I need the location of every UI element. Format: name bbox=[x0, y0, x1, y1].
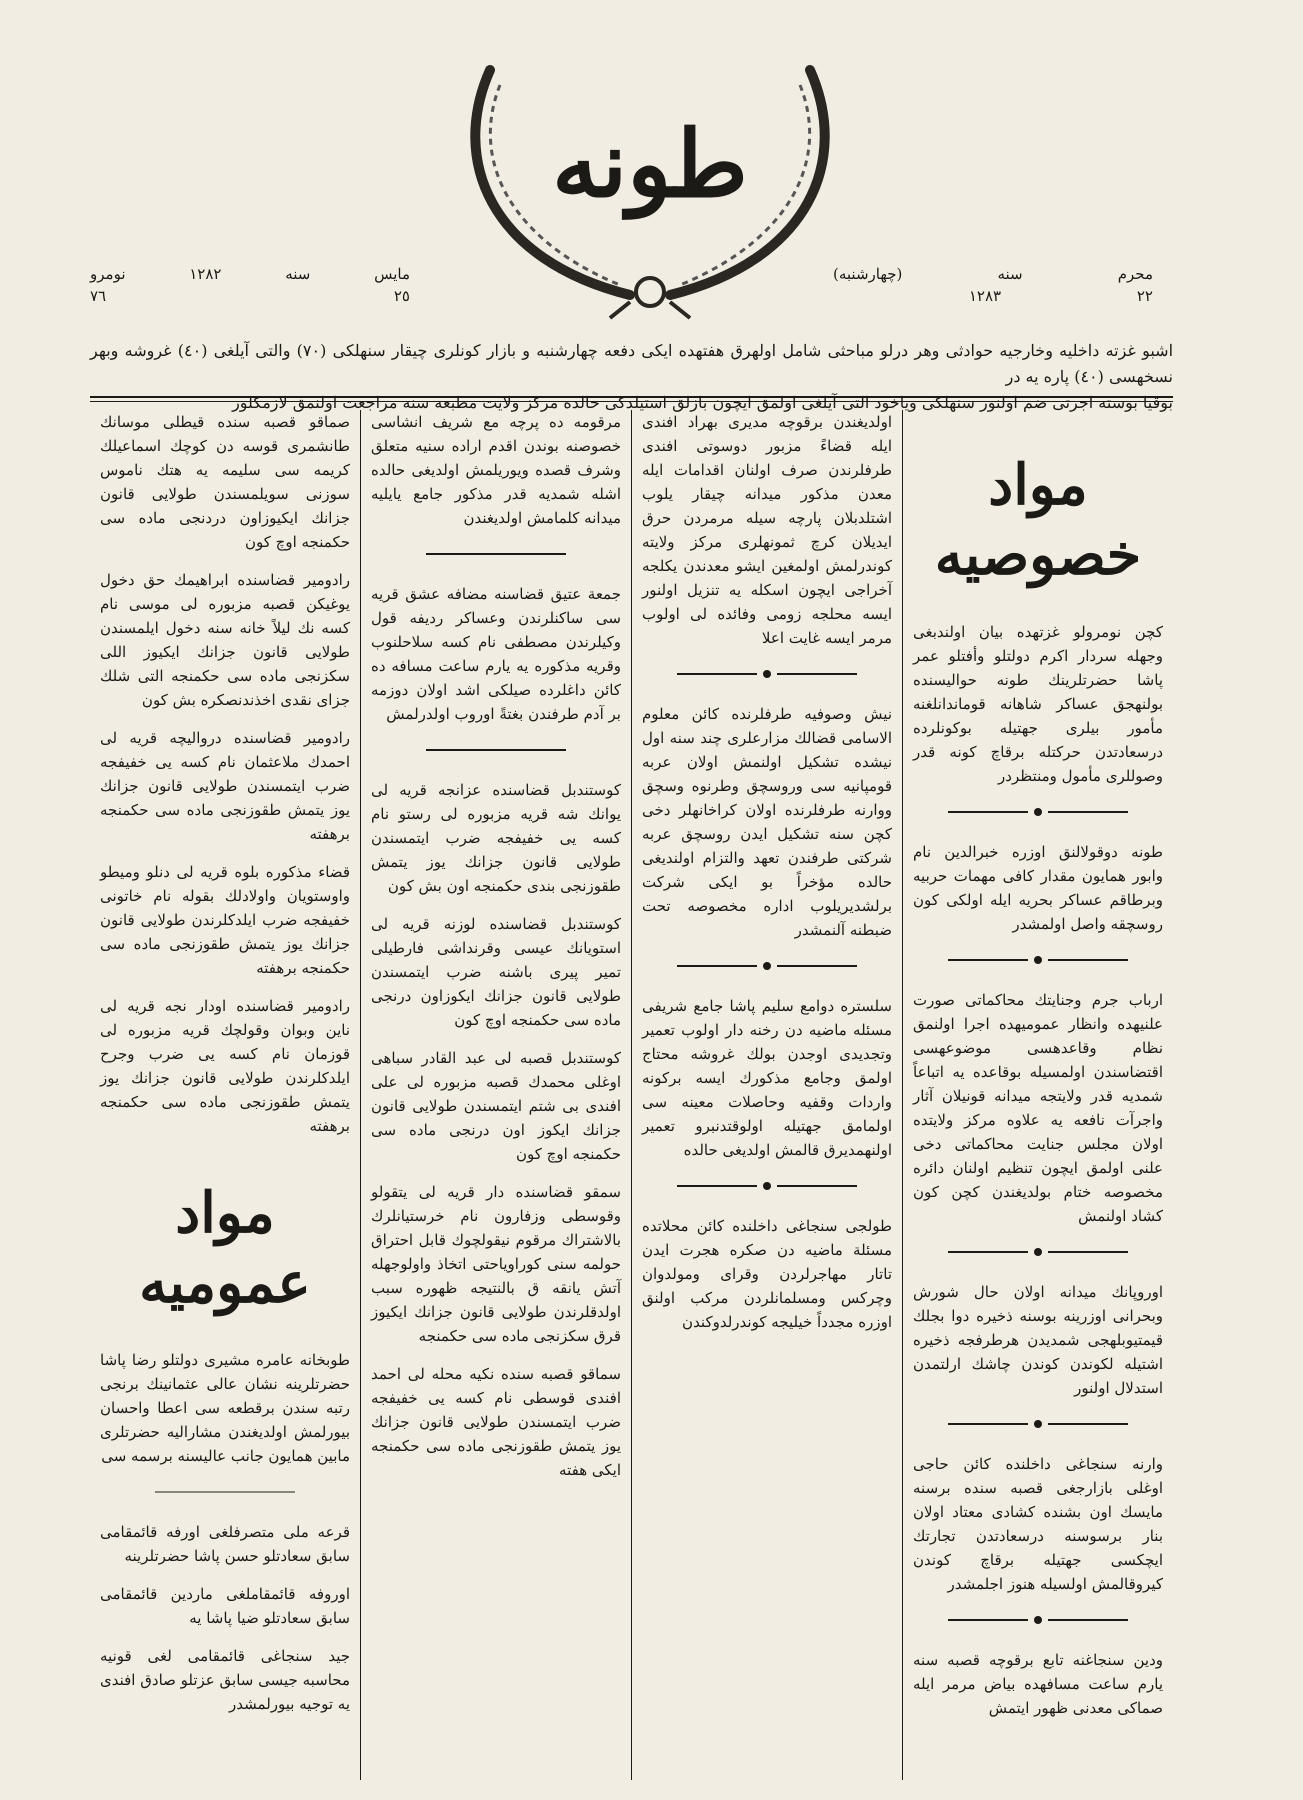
article-paragraph: نيش وصوفيه طرفلرنده كائن معلوم الاسامى قضالك مزارعلرى چند سنه اول نيشده تشكيل اولنمش اولان عربه قومپانيه سى وروسچق وطرنوه وسچق ووارنه طرفلرنده اولان كراخانهلر دخى كچن سنه تشكيل ايدن روسچق عربه شركتى طرفندن تعهد والتزام اولنديغى حالده مؤخراً بو ايكى شركت برلشديريلوب اداره مخصوصه تحت ضبطنه آلنمشدر bbox=[642, 705, 892, 939]
issue-year: ١٢٨٣ bbox=[968, 287, 1002, 305]
masthead bbox=[430, 40, 870, 320]
article-columns bbox=[90, 410, 1173, 1780]
article-paragraph: كوستندبل قصبه لى عبد القادر سباهى اوغلى محمدك قصبه مزبوره لى على افندى بى شتم ايتمسندن طولايى قانون جزانك ايكوز اون درنجى ماده سى حكمنجه اوچ كون bbox=[371, 1049, 621, 1163]
article-paragraph: جمعة عتيق قضاسنه مضافه عشق قريه سى ساكنلرندن وعساكر رديفه قول وكيلرندن مصطفى نام كسه سلاحلنوب وقريه مذكوره يه يارم ساعت مسافه ده كائن داغلرده صيلكى اشد اولان دوزمه بر آدم طرفندن بغتةً اوروب اولدرلمش bbox=[371, 585, 621, 723]
article-paragraph: مرقومه ده پرچه مع شريف انشاسى خصوصنه بوندن اقدم اراده سنيه متعلق وشرف قصده ويوريلمش اولديغى حالده اشله شمديه قدر مذكور جامع يايليه ميدانه كلمامش اولديغندن bbox=[371, 413, 621, 527]
column-1 bbox=[902, 410, 1173, 1780]
article-paragraph: وارنه سنجاغى داخلنده كائن حاجى اوغلى بازارجغى قصبه سنده برسنه مايسك اون بشنده كشادى معتاد اولان بنار برسوسنه درسعادتدن تجارتك ايچكسى جهتيله برقاچ كوندن كيروقالمش اولسيله هنوز اجلمشدر bbox=[913, 1455, 1163, 1593]
article-paragraph: اولديغندن برقوچه مديرى بهراد افندى ايله قضاءً مزبور دوسوتى افندى طرفلرندن صرف اولنان اقدامات ايله معدن مذكور ميدانه چيقار يلوب اشتلدبلان پارچه سيله مرمردن حرق ايديلان كرچ ثمونهلرى مركز ولايته كوندرلمش اولمغين ايشو معدندن يكلجه آخراجى ايچون اسكله يه تنزيل اولنور ايسه محلجه زومى وفائده لى اولوب مرمر ايسه غايت اعلا bbox=[642, 413, 892, 647]
section-title-khususiye: مواد خصوصيه bbox=[934, 452, 1142, 588]
article-paragraph: قرعه ملى متصرفلغى اورفه قائمقامى سابق سعادتلو حسن پاشا حضرتلرينه bbox=[100, 1523, 350, 1565]
article-paragraph: قضاء مذكوره بلوه قريه لى دنلو وميطو واوستويان واولادلك بقوله نام خاتونى خفيفجه ضرب ايلدكلرندن طولايى قانون جزانك يوز يتمش طقوزنجى ماده سى حكمنجه برهفته bbox=[100, 863, 350, 977]
article-paragraph: صماقو قصبه سنده قيطلى موسانك طانشمرى قوسه دن كوچك اسماعيلك كريمه سى سليمه يه هتك ناموس سوزنى سويلمسندن طولايى قانون جزانك ايكيوزاون دردنجى ماده سى حكمنجه اوچ كون bbox=[100, 413, 350, 551]
article-paragraph: كوستندبل قضاسنده عزانجه قريه لى يوانك شه قريه مزبوره لى رستو نام كسه يى خفيفجه ضرب ايتمسندن طولايى قانون جزانك يوز يتمش طقوزنجى بندى حكمنجه اون بش كون bbox=[371, 781, 621, 895]
article-paragraph: كچن نومرولو غزتهده بيان اولندبغى وجهله سردار اكرم دولتلو وأفتلو عمر پاشا حضرتلرينك طونه حواليسنده بولنهجق عساكر شاهانه قوماندانلغنه مأمور بيلرى جهتيله بوكونلرده درسعادتدن حركتله برقاچ كونه قدر وصوللرى مأمول ومنتظردر bbox=[913, 623, 1163, 785]
article-paragraph: سلستره دوامع سليم پاشا جامع شريفى مسئله ماضيه دن رخنه دار اولوب تعمير وتجديدى اوجدن بولك غروشه محتاج اولمق وجامع مذكورك ايسه بركونه واردات وقفيه وحاصلات معينه سى اولمامق جهتيله اولوقتدنبرو تعمير اولنهمديرق قالمش اولديغى حالده bbox=[642, 997, 892, 1159]
issue-number: ٧٦ bbox=[90, 287, 107, 305]
divider-ornament bbox=[913, 1414, 1163, 1438]
divider-ornament bbox=[913, 950, 1163, 974]
issue-month: محرم bbox=[1117, 265, 1153, 283]
top-rule-thin bbox=[90, 401, 1173, 402]
issue-year-label: سنه bbox=[997, 265, 1023, 283]
top-rule bbox=[90, 396, 1173, 398]
divider-ornament bbox=[913, 802, 1163, 826]
divider-ornament bbox=[913, 1610, 1163, 1634]
divider-line bbox=[100, 1482, 350, 1506]
article-paragraph: طونه دوقولالنق اوزره خبرالدين نام وابور همايون مقدار كافى مهمات حربيه وبرطاقم عساكر بحريه ايله اولكى كون روسچقه واصل اولمشدر bbox=[913, 843, 1163, 933]
divider-ornament bbox=[642, 956, 892, 980]
issue-number-label: نومرو bbox=[90, 265, 126, 283]
article-paragraph: كوستندبل قضاسنده لوزنه قريه لى استويانك عيسى وقرنداشى فارطيلى تمير پيرى باشنه ضرب ايتمسندن طولايى قانون جزانك ايكوزاون درنجى ماده سى حكمنجه اوچ كون bbox=[371, 915, 621, 1029]
subscription-notice bbox=[90, 338, 1173, 416]
issue-date-left bbox=[90, 265, 410, 309]
article-paragraph: اوروفه قائمقاملغى ماردين قائمقامى سابق سعادتلو ضيا پاشا يه bbox=[100, 1585, 350, 1627]
issue-month-left: مايس bbox=[374, 265, 410, 283]
article-paragraph: اوروپانك ميدانه اولان حال شورش وبحرانى اوزرينه بوسنه ذخيره دوا بجلك قيمتيوبلهجى شمديدن هرطرفجه ذخيره اشتيله لكوندن كوندن چاشك ارلتمدن استدلال اولنور bbox=[913, 1283, 1163, 1397]
article-paragraph: رادومير قضاسنده درواليچه قريه لى احمدك ملاعثمان نام كسه يى خفيفجه ضرب ايتمسندن طولايى قانون جزانك يوز يتمش طقوزنجى ماده سى حكمنجه برهفته bbox=[100, 729, 350, 843]
article-paragraph: جيد سنجاغى قائمقامى لغى قونيه محاسبه جيسى سابق عزتلو صادق افندى يه توجيه بيورلمشدر bbox=[100, 1647, 350, 1713]
article-paragraph: رادومير قضاسنده اودار نجه قريه لى ناين وبوان وقولچك قريه مزبوره لى قوزمان نام كسه يى ضرب وجرح ايلدكلرندن طولايى قانون جزانك يوز يتمش طقوزنجى ماده سى حكمنجه برهفته bbox=[100, 997, 350, 1135]
issue-weekday: (چهارشنبه) bbox=[833, 265, 903, 283]
article-paragraph: طولجى سنجاغى داخلنده كائن محلاتده مسئلة ماضيه دن صكره هجرت ايدن تاتار مهاجرلردن وقراى ومولدوان وچركس ومسلمانلردن مركب اولنق اوزره مجدداً خيليجه كوندرلدوكندن bbox=[642, 1217, 892, 1331]
divider-line bbox=[371, 544, 621, 568]
notice-line-1: اشبو غزته داخليه وخارجيه حوادثى وهر درلو مباحثى شامل اولهرق هفتهده ايكى دفعه چهارشنبه و بازار كونلرى چيقار سنهلكى (٧٠) والتى آيلغى (٤٠) غروشه وبهر نسخهسى (٤٠) پاره يه در bbox=[90, 341, 1174, 386]
column-2 bbox=[631, 410, 902, 1780]
divider-ornament bbox=[642, 664, 892, 688]
article-paragraph: طوبخانه عامره مشيرى دولتلو رضا پاشا حضرتلرينه نشان عالى عثمانينك برنجى رتبه سندن برقطعه سى اعطا واحسان بيورلمش اولديغندن مشاراليه حضرتلرى مابين همايون جانب عاليسنه برسمه سى bbox=[100, 1351, 350, 1465]
divider-ornament bbox=[642, 1176, 892, 1200]
article-paragraph: ودين سنجاغنه تابع برقوچه قصبه سنه يارم ساعت مسافهده بياض مرمر ايله صماكى معدنى ظهور ايتمش bbox=[913, 1651, 1163, 1717]
issue-date-right bbox=[833, 265, 1153, 309]
divider-ornament bbox=[913, 1242, 1163, 1266]
section-title-umumiye: مواد عموميه bbox=[139, 1180, 311, 1316]
article-paragraph: ارباب جرم وجنايتك محاكماتى صورت علنيهده وانظار عموميهده اجرا اولنمق نظام وقاعدهسى موضوعهسى اقتضاسندن اولمسيله بوقاعده يه اتباعاً شمديه قدر ولايتجه ميدانه قونيلان آثار واجرآت نافعه يه علاوه مركز ولايتده اولان مجلس جنايت محاكماتى دخى علنى اولمق ايچون تنظيم اولنان دائره مخصوصه ختام بولديغندن كچن كون كشاد اولنمش bbox=[913, 991, 1163, 1225]
article-paragraph: رادومير قضاسنده ابراهيمك حق دخول يوغيكن قصبه مزبوره لى موسى نام كسه نك ليلاً خانه سنه دخول ايلمسندن طولايى قانون جزانك ايكيوز اللى سكزنجى ماده سى حكمنجه التى شلك جزاى نقدى اخذندنصكره بش كون bbox=[100, 571, 350, 709]
column-4 bbox=[90, 410, 360, 1780]
article-paragraph: سمقو قضاسنده دار قريه لى يتقولو وقوسطى وزفارون نام خرستيانلرك بالاشتراك مرقوم نيقولچوك قابل احتراق حولمه سنى كوراوياحتى اتخاذ واولوجهله آتش يانقه ق بالنتيجه ظهوره سبب اولدقلرندن طولايى قانون جزانك ايكيوز قرق سكزنجى ماده سى حكمنجه bbox=[371, 1183, 621, 1345]
issue-year-label-left: سنه bbox=[285, 265, 311, 283]
article-paragraph: سماقو قصبه سنده نكيه محله لى احمد افندى قوسطى نام كسه يى خفيفجه ضرب ايتمسندن طولايى قانون جزانك يوز يتمش طقوزنجى ماده سى حكمنجه ايكى هفته bbox=[371, 1365, 621, 1479]
issue-day-left: ٢٥ bbox=[393, 287, 410, 305]
notice-line-2: بوقيا بوسته اجرتى ضم اولنور سنهلكى وياخود التى آيلغى اولمق ايچون بازلق استيلدكى حالده مركز ولايت مطبعه سنه مراجعت اولنمق لازمكلور bbox=[232, 393, 1173, 412]
issue-year-left: ١٢٨٢ bbox=[189, 265, 222, 283]
divider-line bbox=[371, 740, 621, 764]
issue-day: ٢٢ bbox=[1136, 287, 1153, 305]
masthead-title: طونه bbox=[552, 110, 748, 218]
column-3 bbox=[360, 410, 631, 1780]
